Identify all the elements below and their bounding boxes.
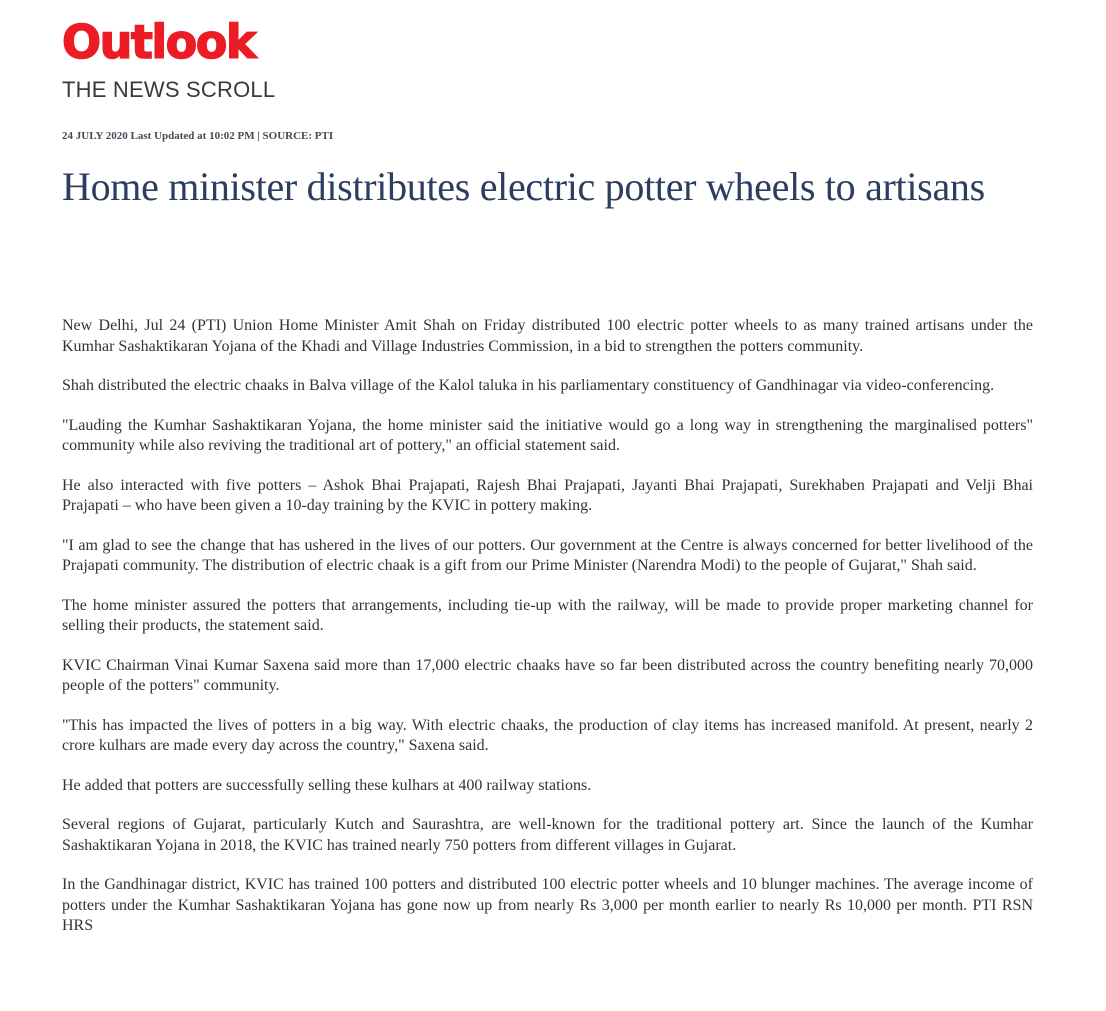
article-headline: Home minister distributes electric potter wheels to artisans bbox=[62, 164, 985, 209]
paragraph: "I am glad to see the change that has ushered in the lives of our potters. Our government at the Centre is always concerned for better livelihood of the Prajapati community. The distribution of electric chaak is a gift from our Prime Minister (Narendra Modi) to the people of Gujarat," Shah said. bbox=[62, 536, 1033, 574]
paragraph: KVIC Chairman Vinai Kumar Saxena said more than 17,000 electric chaaks have so far been distributed across the country benefiting nearly 70,000 people of the potters" community. bbox=[62, 656, 1033, 694]
article-meta: 24 JULY 2020 Last Updated at 10:02 PM | SOURCE: PTI bbox=[62, 130, 334, 142]
paragraph: "Lauding the Kumhar Sashaktikaran Yojana, the home minister said the initiative would go a long way in strengthening the marginalised potters" community while also reviving the traditional art of pottery," an official statement said. bbox=[62, 416, 1033, 454]
section-name[interactable]: THE NEWS SCROLL bbox=[62, 77, 276, 102]
paragraph: Shah distributed the electric chaaks in Balva village of the Kalol taluka in his parliamentary constituency of Gandhinagar via video-conferencing. bbox=[62, 377, 995, 394]
outlook-logo[interactable]: Outlook bbox=[62, 15, 255, 69]
paragraph: He added that potters are successfully selling these kulhars at 400 railway stations. bbox=[62, 776, 592, 794]
paragraph: He also interacted with five potters – Ashok Bhai Prajapati, Rajesh Bhai Prajapati, Jayanti Bhai Prajapati, Surekhaben Prajapati and Velji Bhai Prajapati – who have been given a 10-day training by the KVIC in pottery making. bbox=[62, 476, 1033, 514]
paragraph: In the Gandhinagar district, KVIC has trained 100 potters and distributed 100 electric potter wheels and 10 blunger machines. The average income of potters under the Kumhar Sashaktikaran Yojana has gone now up from nearly Rs 3,000 per month earlier to nearly Rs 10,000 per month. PTI RSN HRS bbox=[62, 876, 1033, 934]
paragraph: The home minister assured the potters that arrangements, including tie-up with the railway, will be made to provide proper marketing channel for selling their products, the statement said. bbox=[62, 596, 1033, 634]
paragraph: New Delhi, Jul 24 (PTI) Union Home Minister Amit Shah on Friday distributed 100 electric potter wheels to as many trained artisans under the Kumhar Sashaktikaran Yojana of the Khadi and Village Industries Commission, in a bid to strengthen the potters community. bbox=[62, 317, 1033, 355]
paragraph: "This has impacted the lives of potters in a big way. With electric chaaks, the production of clay items has increased manifold. At present, nearly 2 crore kulhars are made every day across the country," Saxena said. bbox=[62, 716, 1033, 754]
paragraph: Several regions of Gujarat, particularly Kutch and Saurashtra, are well-known for the traditional pottery art. Since the launch of the Kumhar Sashaktikaran Yojana in 2018, the KVIC has trained nearly 750 potters from different villages in Gujarat. bbox=[62, 816, 1033, 854]
article-body bbox=[62, 316, 1033, 956]
